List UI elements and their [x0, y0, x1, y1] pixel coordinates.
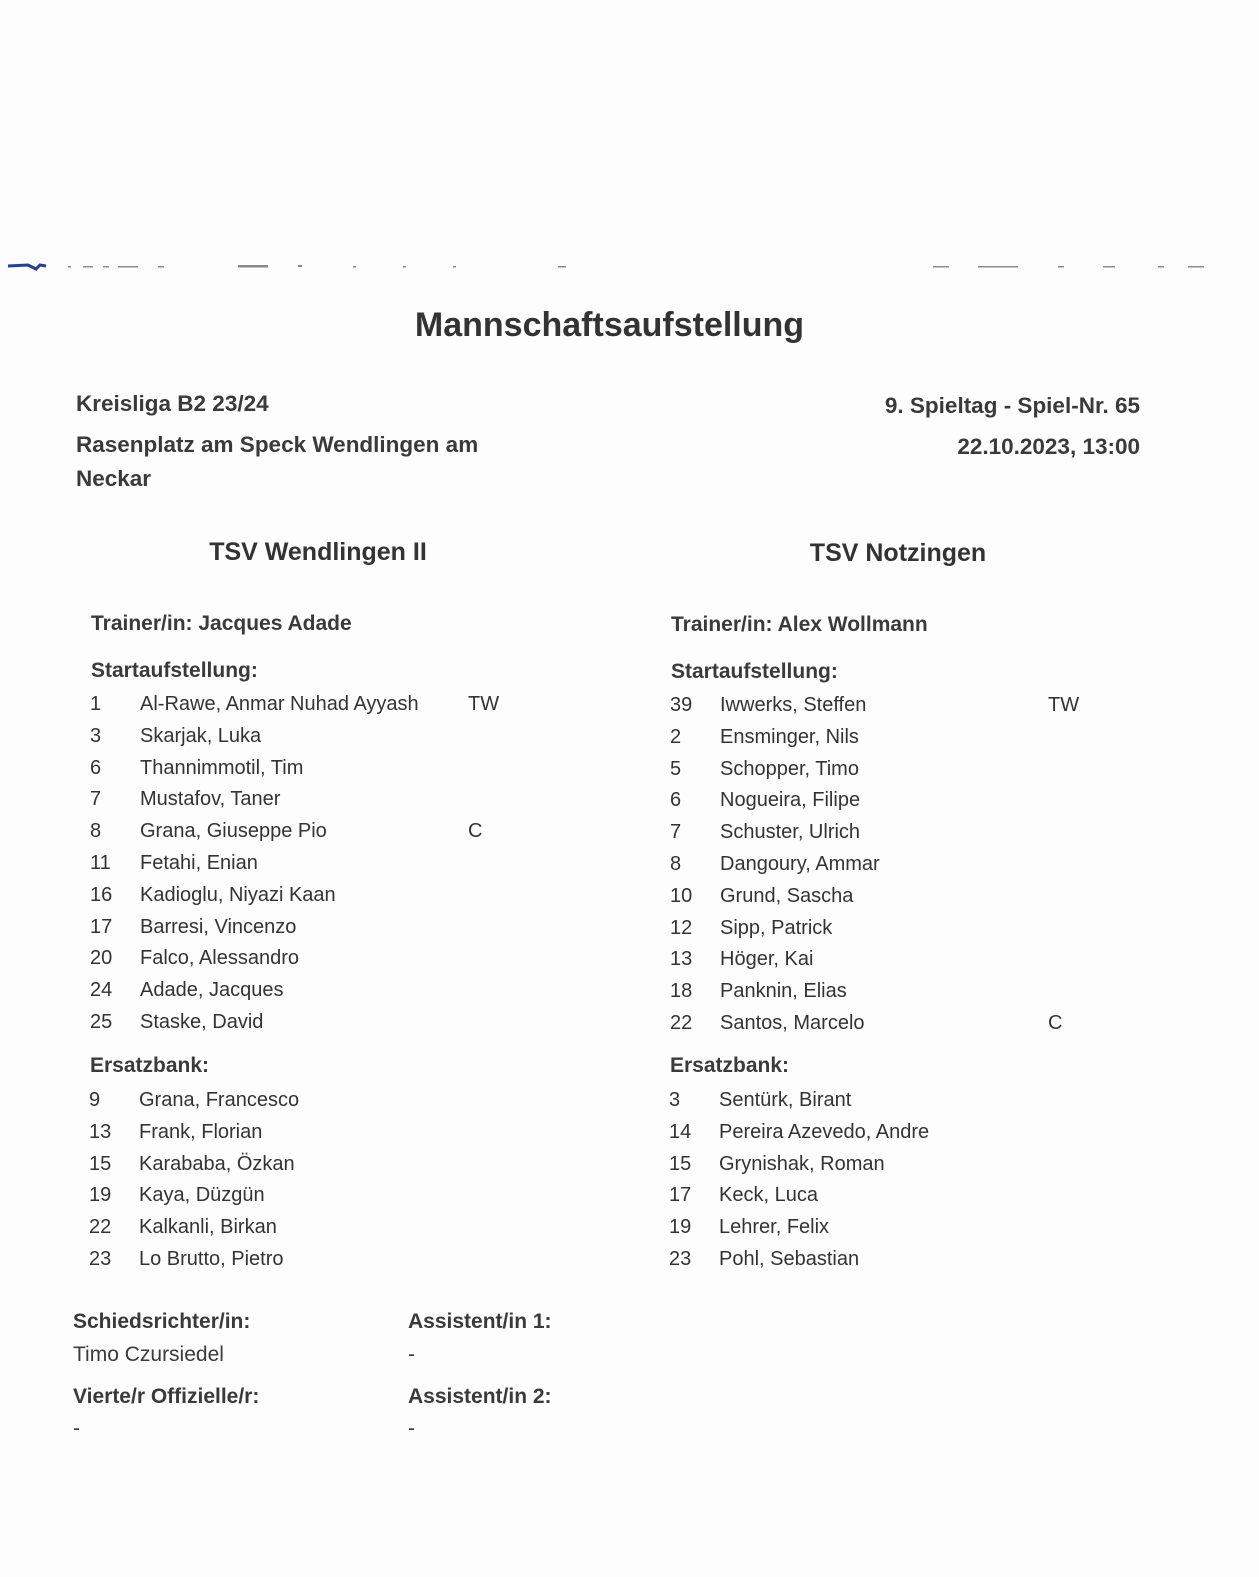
home-bench-player-row: [89, 1149, 507, 1181]
player-name: Kalkanli, Birkan: [139, 1216, 277, 1239]
player-name: Dangoury, Ammar: [720, 853, 880, 875]
assistant2-name: -: [408, 1417, 415, 1440]
venue-line-2: Neckar: [76, 466, 152, 491]
home-team-name: TSV Wendlingen II: [209, 538, 427, 566]
away-trainer: Trainer/in: Alex Wollmann: [671, 613, 928, 636]
home-bench-player-row: [89, 1085, 507, 1117]
player-number: 9: [89, 1089, 101, 1111]
player-name: Keck, Luca: [719, 1184, 818, 1207]
player-name: Thannimmotil, Tim: [140, 756, 304, 779]
player-number: 20: [90, 947, 113, 970]
home-start-player-row: [90, 784, 508, 816]
player-number: 5: [670, 757, 682, 780]
player-name: Grana, Francesco: [139, 1089, 300, 1111]
home-start-player-row: [90, 943, 508, 975]
league-name: Kreisliga B2 23/24: [76, 391, 269, 416]
away-bench-player-row: [669, 1117, 1087, 1149]
home-start-player-row: [90, 753, 508, 785]
home-start-player-row: [90, 848, 508, 880]
player-name: Ensminger, Nils: [720, 725, 859, 748]
away-start-player-row: [670, 754, 1088, 786]
home-bench-player-row: [89, 1244, 507, 1276]
player-name: Barresi, Vincenzo: [140, 915, 297, 938]
player-name: Iwwerks, Steffen: [720, 694, 867, 716]
player-name: Fetahi, Enian: [140, 852, 258, 874]
player-name: Kadioglu, Niyazi Kaan: [140, 883, 336, 906]
assistant2-label: Assistent/in 2:: [408, 1385, 552, 1408]
player-name: Höger, Kai: [720, 948, 814, 971]
player-number: 14: [669, 1120, 692, 1143]
player-number: 16: [90, 883, 113, 906]
away-bench-player-row: [669, 1180, 1087, 1212]
venue-line-1: Rasenplatz am Speck Wendlingen am: [76, 432, 479, 457]
player-name: Panknin, Elias: [720, 980, 847, 1003]
match-datetime: 22.10.2023, 13:00: [957, 434, 1140, 459]
player-name: Santos, Marcelo: [720, 1012, 865, 1034]
away-start-label: Startaufstellung:: [671, 660, 838, 683]
home-start-player-row: [90, 1007, 508, 1039]
captain-badge: C: [468, 820, 483, 843]
scan-artifact-line: [8, 262, 1208, 272]
away-start-player-row: [670, 944, 1088, 976]
player-number: 22: [89, 1216, 112, 1239]
player-name: Nogueira, Filipe: [720, 789, 861, 812]
home-start-player-row: [90, 689, 508, 721]
away-bench-player-row: [669, 1085, 1087, 1117]
fourth-official-name: -: [73, 1417, 80, 1440]
player-number: 1: [90, 693, 102, 715]
home-bench-player-row: [89, 1180, 507, 1212]
player-number: 19: [89, 1184, 112, 1207]
player-number: 3: [669, 1089, 681, 1111]
captain-badge: C: [1048, 1012, 1063, 1034]
player-number: 17: [90, 915, 113, 938]
player-name: Sentürk, Birant: [719, 1089, 852, 1111]
player-number: 25: [90, 1011, 113, 1033]
away-bench-player-row: [669, 1149, 1087, 1181]
player-name: Staske, David: [140, 1011, 264, 1033]
referee-name: Timo Czursiedel: [73, 1343, 224, 1366]
home-start-label: Startaufstellung:: [91, 659, 258, 682]
player-name: Mustafov, Taner: [140, 788, 281, 811]
matchday-info: 9. Spieltag - Spiel-Nr. 65: [884, 393, 1140, 418]
home-bench-label: Ersatzbank:: [90, 1054, 210, 1077]
player-number: 12: [670, 916, 693, 939]
player-name: Grund, Sascha: [720, 884, 854, 907]
player-number: 22: [670, 1012, 693, 1034]
player-name: Grana, Giuseppe Pio: [140, 820, 327, 843]
player-name: Al-Rawe, Anmar Nuhad Ayyash: [140, 693, 419, 715]
player-name: Frank, Florian: [139, 1120, 263, 1143]
home-start-player-row: [90, 975, 508, 1007]
player-name: Karababa, Özkan: [139, 1152, 295, 1175]
page-title: Mannschaftsaufstellung: [414, 306, 805, 344]
goalkeeper-badge: TW: [1048, 694, 1080, 716]
home-trainer: Trainer/in: Jacques Adade: [91, 612, 352, 635]
player-number: 15: [669, 1152, 692, 1175]
player-number: 7: [670, 821, 682, 844]
assistant1-name: -: [408, 1343, 415, 1366]
home-start-player-row: [90, 816, 508, 848]
home-start-player-row: [90, 721, 508, 753]
player-number: 8: [670, 853, 682, 875]
home-bench-player-row: [89, 1117, 507, 1149]
referee-label: Schiedsrichter/in:: [73, 1310, 251, 1333]
player-number: 18: [670, 980, 693, 1003]
player-number: 17: [669, 1184, 692, 1207]
player-name: Schuster, Ulrich: [720, 821, 861, 844]
player-name: Adade, Jacques: [140, 979, 284, 1002]
player-name: Sipp, Patrick: [720, 916, 833, 939]
away-bench-player-row: [669, 1212, 1087, 1244]
player-number: 23: [669, 1248, 692, 1270]
player-number: 2: [670, 725, 682, 748]
away-bench-label: Ersatzbank:: [670, 1054, 790, 1077]
player-number: 19: [669, 1216, 692, 1239]
away-start-player-row: [670, 881, 1088, 913]
fourth-official-label: Vierte/r Offizielle/r:: [73, 1385, 260, 1408]
home-start-player-row: [90, 880, 508, 912]
player-name: Skarjak, Luka: [140, 724, 262, 747]
player-name: Lo Brutto, Pietro: [139, 1248, 284, 1270]
player-name: Kaya, Düzgün: [139, 1184, 265, 1207]
player-number: 6: [90, 756, 102, 779]
player-number: 8: [90, 820, 102, 843]
away-start-player-row: [670, 722, 1088, 754]
player-number: 7: [90, 788, 102, 811]
player-number: 24: [90, 979, 113, 1002]
player-number: 23: [89, 1248, 112, 1270]
player-number: 3: [90, 724, 102, 747]
away-start-player-row: [670, 690, 1088, 722]
away-start-player-row: [670, 785, 1088, 817]
player-number: 6: [670, 789, 682, 812]
away-start-player-row: [670, 849, 1088, 881]
away-bench-player-row: [669, 1244, 1087, 1276]
player-number: 10: [670, 884, 693, 907]
away-start-player-row: [670, 817, 1088, 849]
player-number: 13: [89, 1120, 112, 1143]
goalkeeper-badge: TW: [468, 693, 500, 715]
player-name: Grynishak, Roman: [719, 1152, 885, 1175]
player-number: 13: [670, 948, 693, 971]
away-team-name: TSV Notzingen: [809, 539, 987, 567]
player-name: Lehrer, Felix: [719, 1216, 830, 1239]
player-number: 11: [90, 852, 111, 874]
away-start-player-row: [670, 976, 1088, 1008]
player-name: Pereira Azevedo, Andre: [719, 1120, 930, 1143]
away-start-player-row: [670, 1008, 1088, 1040]
player-number: 39: [670, 694, 693, 716]
assistant1-label: Assistent/in 1:: [408, 1310, 552, 1333]
player-name: Falco, Alessandro: [140, 947, 299, 970]
player-name: Schopper, Timo: [720, 757, 859, 780]
home-start-player-row: [90, 912, 508, 944]
player-name: Pohl, Sebastian: [719, 1248, 860, 1270]
player-number: 15: [89, 1152, 112, 1175]
home-bench-player-row: [89, 1212, 507, 1244]
away-start-player-row: [670, 913, 1088, 945]
